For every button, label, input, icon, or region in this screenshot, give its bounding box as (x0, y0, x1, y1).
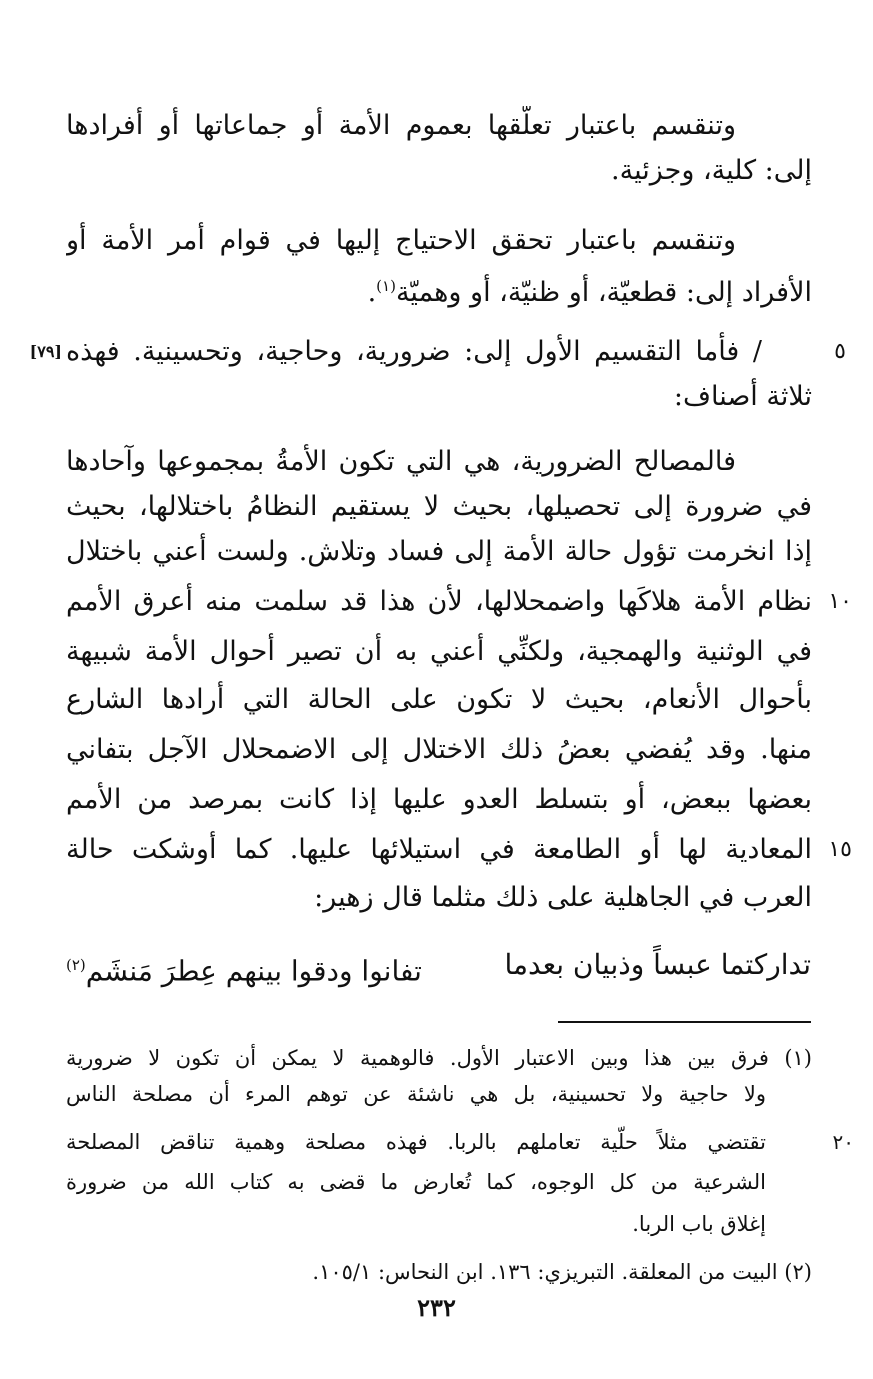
footnote-1-line-3: تقتضي مثلاً حلّية تعاملهم بالربا. فهذه مصلحة وهمية تناقض المصلحة (66, 1130, 766, 1154)
body-line-9: إذا انخرمت تؤول حالة الأمة إلى فساد وتلاش. ولست أعني باختلال (66, 536, 812, 567)
verse-hemistich-1 (504, 944, 811, 986)
footnote-1-line-4: الشرعية من كل الوجوه، كما تُعارض ما قضى به كتاب الله من ضرورة (66, 1170, 766, 1194)
body-line-6: ثلاثة أصناف: (673, 381, 812, 412)
body-line-14: بعضها ببعض، أو بتسلط العدو عليها إذا كانت بمرصد من الأمم (66, 784, 812, 815)
body-line-1: وتنقسم باعتبار تعلّقها بعموم الأمة أو جماعاتها أو أفرادها (66, 110, 736, 141)
footnote-1-line-2: ولا حاجية ولا تحسينية، بل هي ناشئة عن توهم المرء أن مصلحة الناس (66, 1082, 766, 1106)
verse-hemistich-2-text: تفانوا ودقوا بينهم عِطرَ مَنشَم (85, 954, 422, 988)
line-number-20: ٢٠ (832, 1130, 854, 1154)
page-number: ٢٣٢ (417, 1293, 456, 1322)
verse-hemistich-2 (66, 944, 422, 992)
line-number-15: ١٥ (828, 837, 852, 862)
body-line-7: فالمصالح الضرورية، هي التي تكون الأمةُ بمجموعها وآحادها (66, 446, 736, 477)
footnote-separator (558, 1021, 811, 1023)
body-line-10: نظام الأمة هلاكَها واضمحلالها، لأن هذا قد سلمت منه أعرق الأمم (66, 586, 812, 617)
body-line-8: في ضرورة إلى تحصيلها، بحيث لا يستقيم النظامُ باختلالها، بحيث (66, 491, 812, 522)
footnote-2: (٢) البيت من المعلقة. التبريزي: ١٣٦. ابن النحاس: ١٠٥/١. (312, 1260, 812, 1284)
footnote-1-line-5: إغلاق باب الربا. (632, 1212, 766, 1236)
body-line-4 (66, 266, 812, 313)
line-number-5: ٥ (834, 339, 846, 364)
body-line-4-text: الأفراد إلى: قطعيّة، أو ظنيّة، أو وهميّة (395, 277, 812, 308)
footnote-ref-1: (١) (376, 277, 396, 295)
body-line-5: / فأما التقسيم الأول إلى: ضرورية، وحاجية، وتحسينية. فهذه (66, 336, 762, 367)
body-line-13: منها. وقد يُفضي بعضُ ذلك الاختلال إلى الاضمحلال الآجل بتفاني (66, 734, 812, 765)
verse-hemistich-1-text: تداركتما عبساً وذبيان بعدما (504, 948, 811, 981)
margin-reference: [٧٩] (29, 342, 62, 361)
body-line-11: في الوثنية والهمجية، ولكنِّي أعني به أن تصير أحوال الأمة شبيهة (66, 636, 812, 667)
body-line-2: إلى: كلية، وجزئية. (611, 155, 812, 186)
footnote-1-line-1: (١) فرق بين هذا وبين الاعتبار الأول. فالوهمية لا يمكن أن تكون لا ضرورية (66, 1046, 812, 1070)
line-number-10: ١٠ (828, 589, 852, 614)
footnote-ref-2: (٢) (66, 956, 86, 974)
body-line-16: العرب في الجاهلية على ذلك مثلما قال زهير: (314, 882, 812, 913)
body-line-15: المعادية لها أو الطامعة في استيلائها عليها. كما أوشكت حالة (66, 834, 812, 865)
body-line-4-end: . (367, 277, 377, 308)
body-line-12: بأحوال الأنعام، بحيث لا تكون على الحالة التي أرادها الشارع (66, 684, 812, 715)
body-line-3: وتنقسم باعتبار تحقق الاحتياج إليها في قوام أمر الأمة أو (66, 225, 736, 256)
